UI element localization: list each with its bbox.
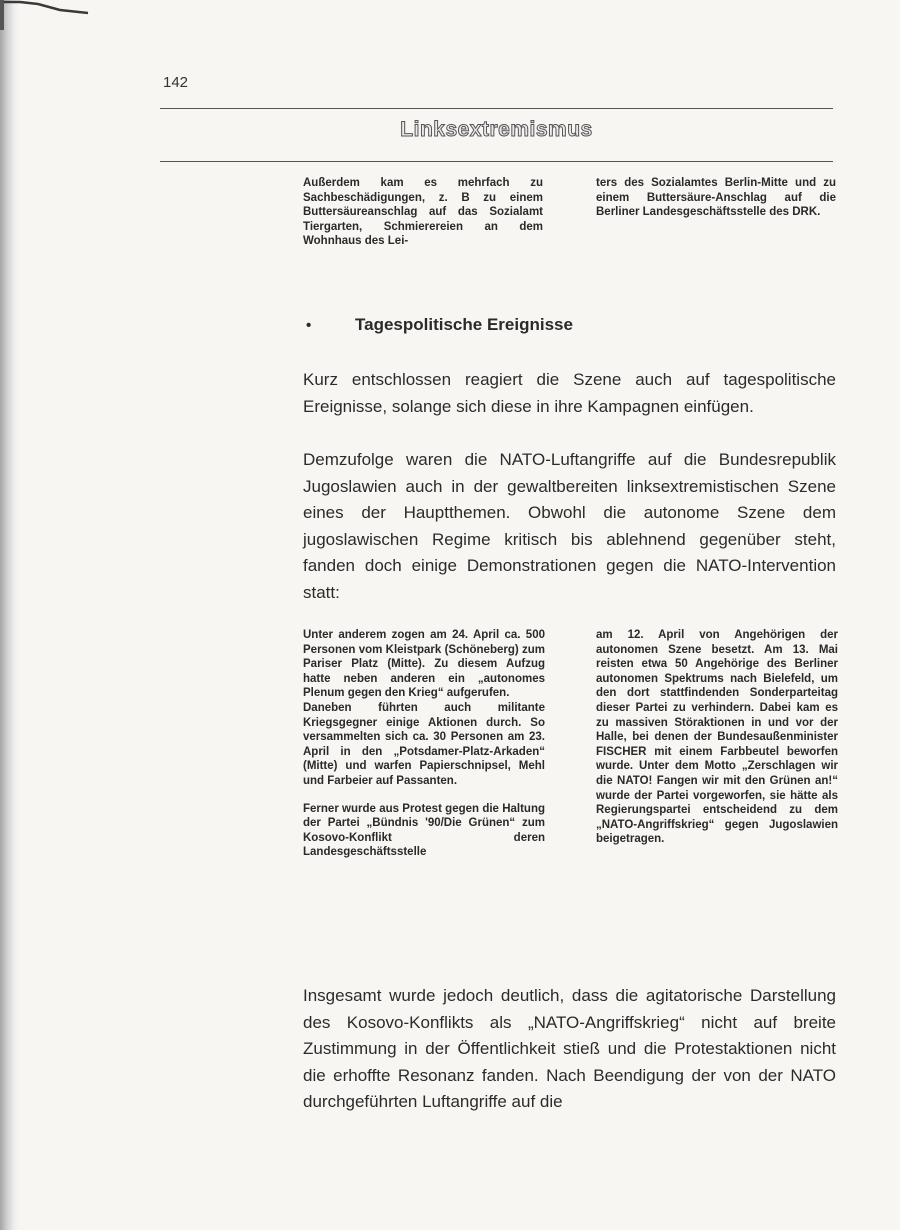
column-paragraph: Daneben führten auch militante Kriegsgegner einige Aktionen durch. So versammelten sich ca. 30 Personen am 23. April in den „Potsdamer-Platz-Arkaden“ (Mitte) und warfen Papierschnipsel, Mehl und Farbeier auf Passanten.: [303, 701, 545, 787]
top-column-right: [596, 176, 836, 220]
subheading: [306, 315, 573, 335]
page-number: 142: [163, 74, 189, 91]
section-header: Linksextremismus: [400, 118, 593, 141]
scan-edge: [0, 0, 20, 1230]
body-paragraph: Kurz entschlossen reagiert die Szene auch auf tagespolitische Ereignisse, solange sich diese in ihre Kampagnen einfügen.: [303, 370, 836, 416]
column-paragraph: Unter anderem zogen am 24. April ca. 500 Personen vom Kleistpark (Schöneberg) zum Pariser Platz (Mitte). Zu diesem Aufzug hatte neben anderen ein „autonomes Plenum gegen den Krieg“ aufgerufen.: [303, 629, 545, 700]
bullet-icon: •: [306, 317, 312, 334]
scan-corner-mark: [0, 0, 90, 30]
top-column-left-text: Außerdem kam es mehrfach zu Sachbeschädigungen, z. B zu einem Buttersäureanschlag auf das Sozialamt Tiergarten, Schmierereien an dem Wohnhaus des Lei-: [303, 177, 543, 248]
column-paragraph: Ferner wurde aus Protest gegen die Haltung der Partei „Bündnis '90/Die Grünen“ zum Kosovo-Konflikt deren Landesgeschäftsstelle: [303, 802, 545, 859]
header-rule-bottom: [160, 161, 833, 162]
header-rule-top: [160, 108, 833, 109]
top-column-left: [303, 176, 543, 249]
bottom-column-right: [596, 628, 838, 847]
body-paragraph: Demzufolge waren die NATO-Luftangriffe auf die Bundesrepublik Jugoslawien auch in der gewaltbereiten linksextremistischen Szene eines der Hauptthemen. Obwohl die autonome Szene dem jugoslawischen Regime kritisch bis ablehnend gegenüber steht, fanden doch einige Demonstrationen gegen die NATO-Intervention statt:: [303, 450, 836, 602]
bottom-column-left: [303, 628, 545, 860]
subheading-text: Tagespolitische Ereignisse: [355, 315, 573, 334]
body-paragraph: Insgesamt wurde jedoch deutlich, dass die agitatorische Darstellung des Kosovo-Konflikts als „NATO-Angriffskrieg“ nicht auf breite Zustimmung in der Öffentlichkeit stieß und die Protestaktionen nicht die erhoffte Resonanz fanden. Nach Beendigung der von der NATO durchgeführten Luftangriffe auf die: [303, 986, 836, 1111]
column-paragraph: am 12. April von Angehörigen der autonomen Szene besetzt. Am 13. Mai reisten etwa 50 Angehörige des Berliner autonomen Spektrums nach Bielefeld, um den dort stattfindenden Sonderparteitag dieser Partei zu verhindern. Dabei kam es zu massiven Störaktionen in und vor der Halle, bei denen der Bundesaußenminister FISCHER mit einem Farbbeutel beworfen wurde. Unter dem Motto „Zerschlagen wir die NATO! Fangen wir mit den Grünen an!“ wurde der Partei vorgeworfen, sie hätte als Regierungspartei entscheidend zu dem „NATO-Angriffskrieg“ gegen Jugoslawien beigetragen.: [596, 629, 838, 846]
top-column-right-text: ters des Sozialamtes Berlin-Mitte und zu einem Buttersäure-Anschlag auf die Berliner Landesgeschäftsstelle des DRK.: [596, 177, 836, 219]
